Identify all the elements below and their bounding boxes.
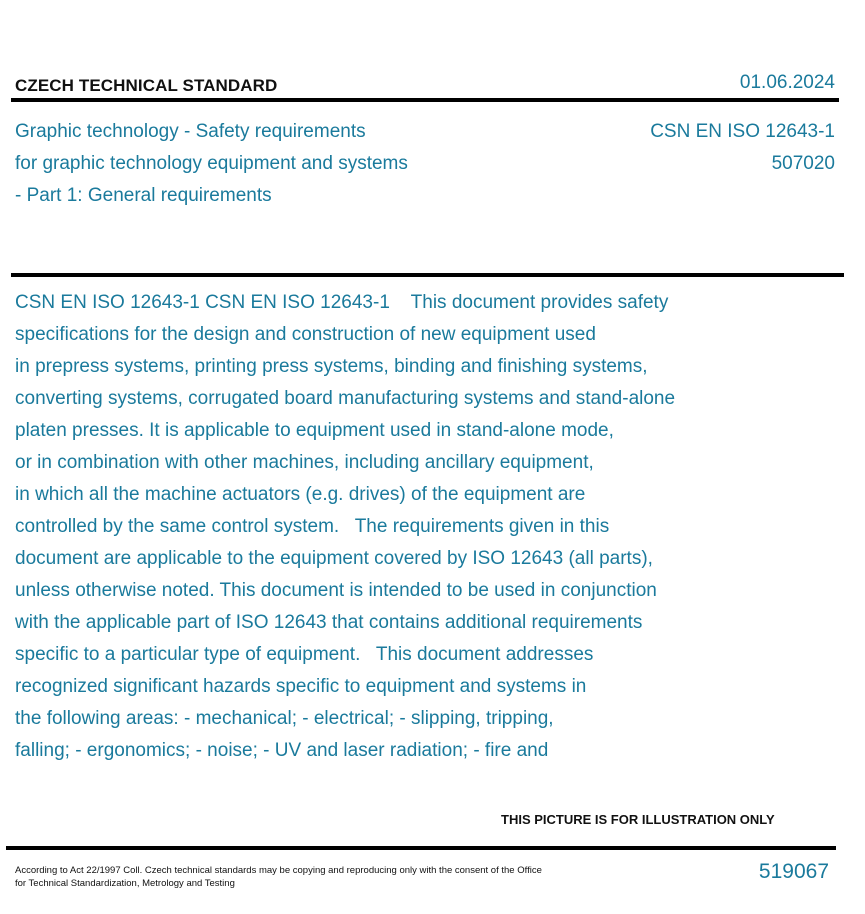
abstract-line: falling; - ergonomics; - noise; - UV and laser radiation; - fire and [15,740,549,761]
title-line: - Part 1: General requirements [15,185,272,206]
copyright-line: According to Act 22/1997 Coll. Czech technical standards may be copying and reproducing only with the consent of the Office [15,865,542,876]
abstract-line: with the applicable part of ISO 12643 that contains additional requirements [15,612,643,633]
abstract-line: specific to a particular type of equipment. This document addresses [15,644,594,665]
document-type-label: CZECH TECHNICAL STANDARD [15,76,278,95]
illustration-disclaimer: THIS PICTURE IS FOR ILLUSTRATION ONLY [501,812,775,827]
abstract-line: in prepress systems, printing press systems, binding and finishing systems, [15,356,648,377]
footer-divider [6,846,836,850]
copyright-line: for Technical Standardization, Metrology and Testing [15,878,235,889]
catalog-number: 519067 [758,860,829,883]
standard-code: CSN EN ISO 12643-1 [650,121,835,142]
abstract-line: unless otherwise noted. This document is intended to be used in conjunction [15,580,657,601]
abstract-line: specifications for the design and construction of new equipment used [15,324,596,345]
abstract-line: document are applicable to the equipment covered by ISO 12643 (all parts), [15,548,653,569]
copyright-notice [15,864,595,890]
abstract-line: or in combination with other machines, including ancillary equipment, [15,452,594,473]
header-divider [11,98,839,102]
abstract-line: platen presses. It is applicable to equipment used in stand-alone mode, [15,420,614,441]
abstract-line: converting systems, corrugated board manufacturing systems and stand-alone [15,388,676,409]
abstract-line: in which all the machine actuators (e.g. drives) of the equipment are [15,484,586,505]
title-line: for graphic technology equipment and systems [15,153,408,174]
standard-identifiers [650,116,835,180]
abstract-line: recognized significant hazards specific to equipment and systems in [15,676,587,697]
standard-title [15,116,408,212]
publication-date: 01.06.2024 [739,72,835,93]
abstract-line: the following areas: - mechanical; - electrical; - slipping, tripping, [15,708,554,729]
class-number: 507020 [771,153,835,174]
abstract-line: CSN EN ISO 12643-1 CSN EN ISO 12643-1 This document provides safety [15,292,669,313]
title-line: Graphic technology - Safety requirements [15,121,366,142]
abstract-text [15,287,815,767]
title-divider [11,273,844,277]
abstract-line: controlled by the same control system. The requirements given in this [15,516,610,537]
